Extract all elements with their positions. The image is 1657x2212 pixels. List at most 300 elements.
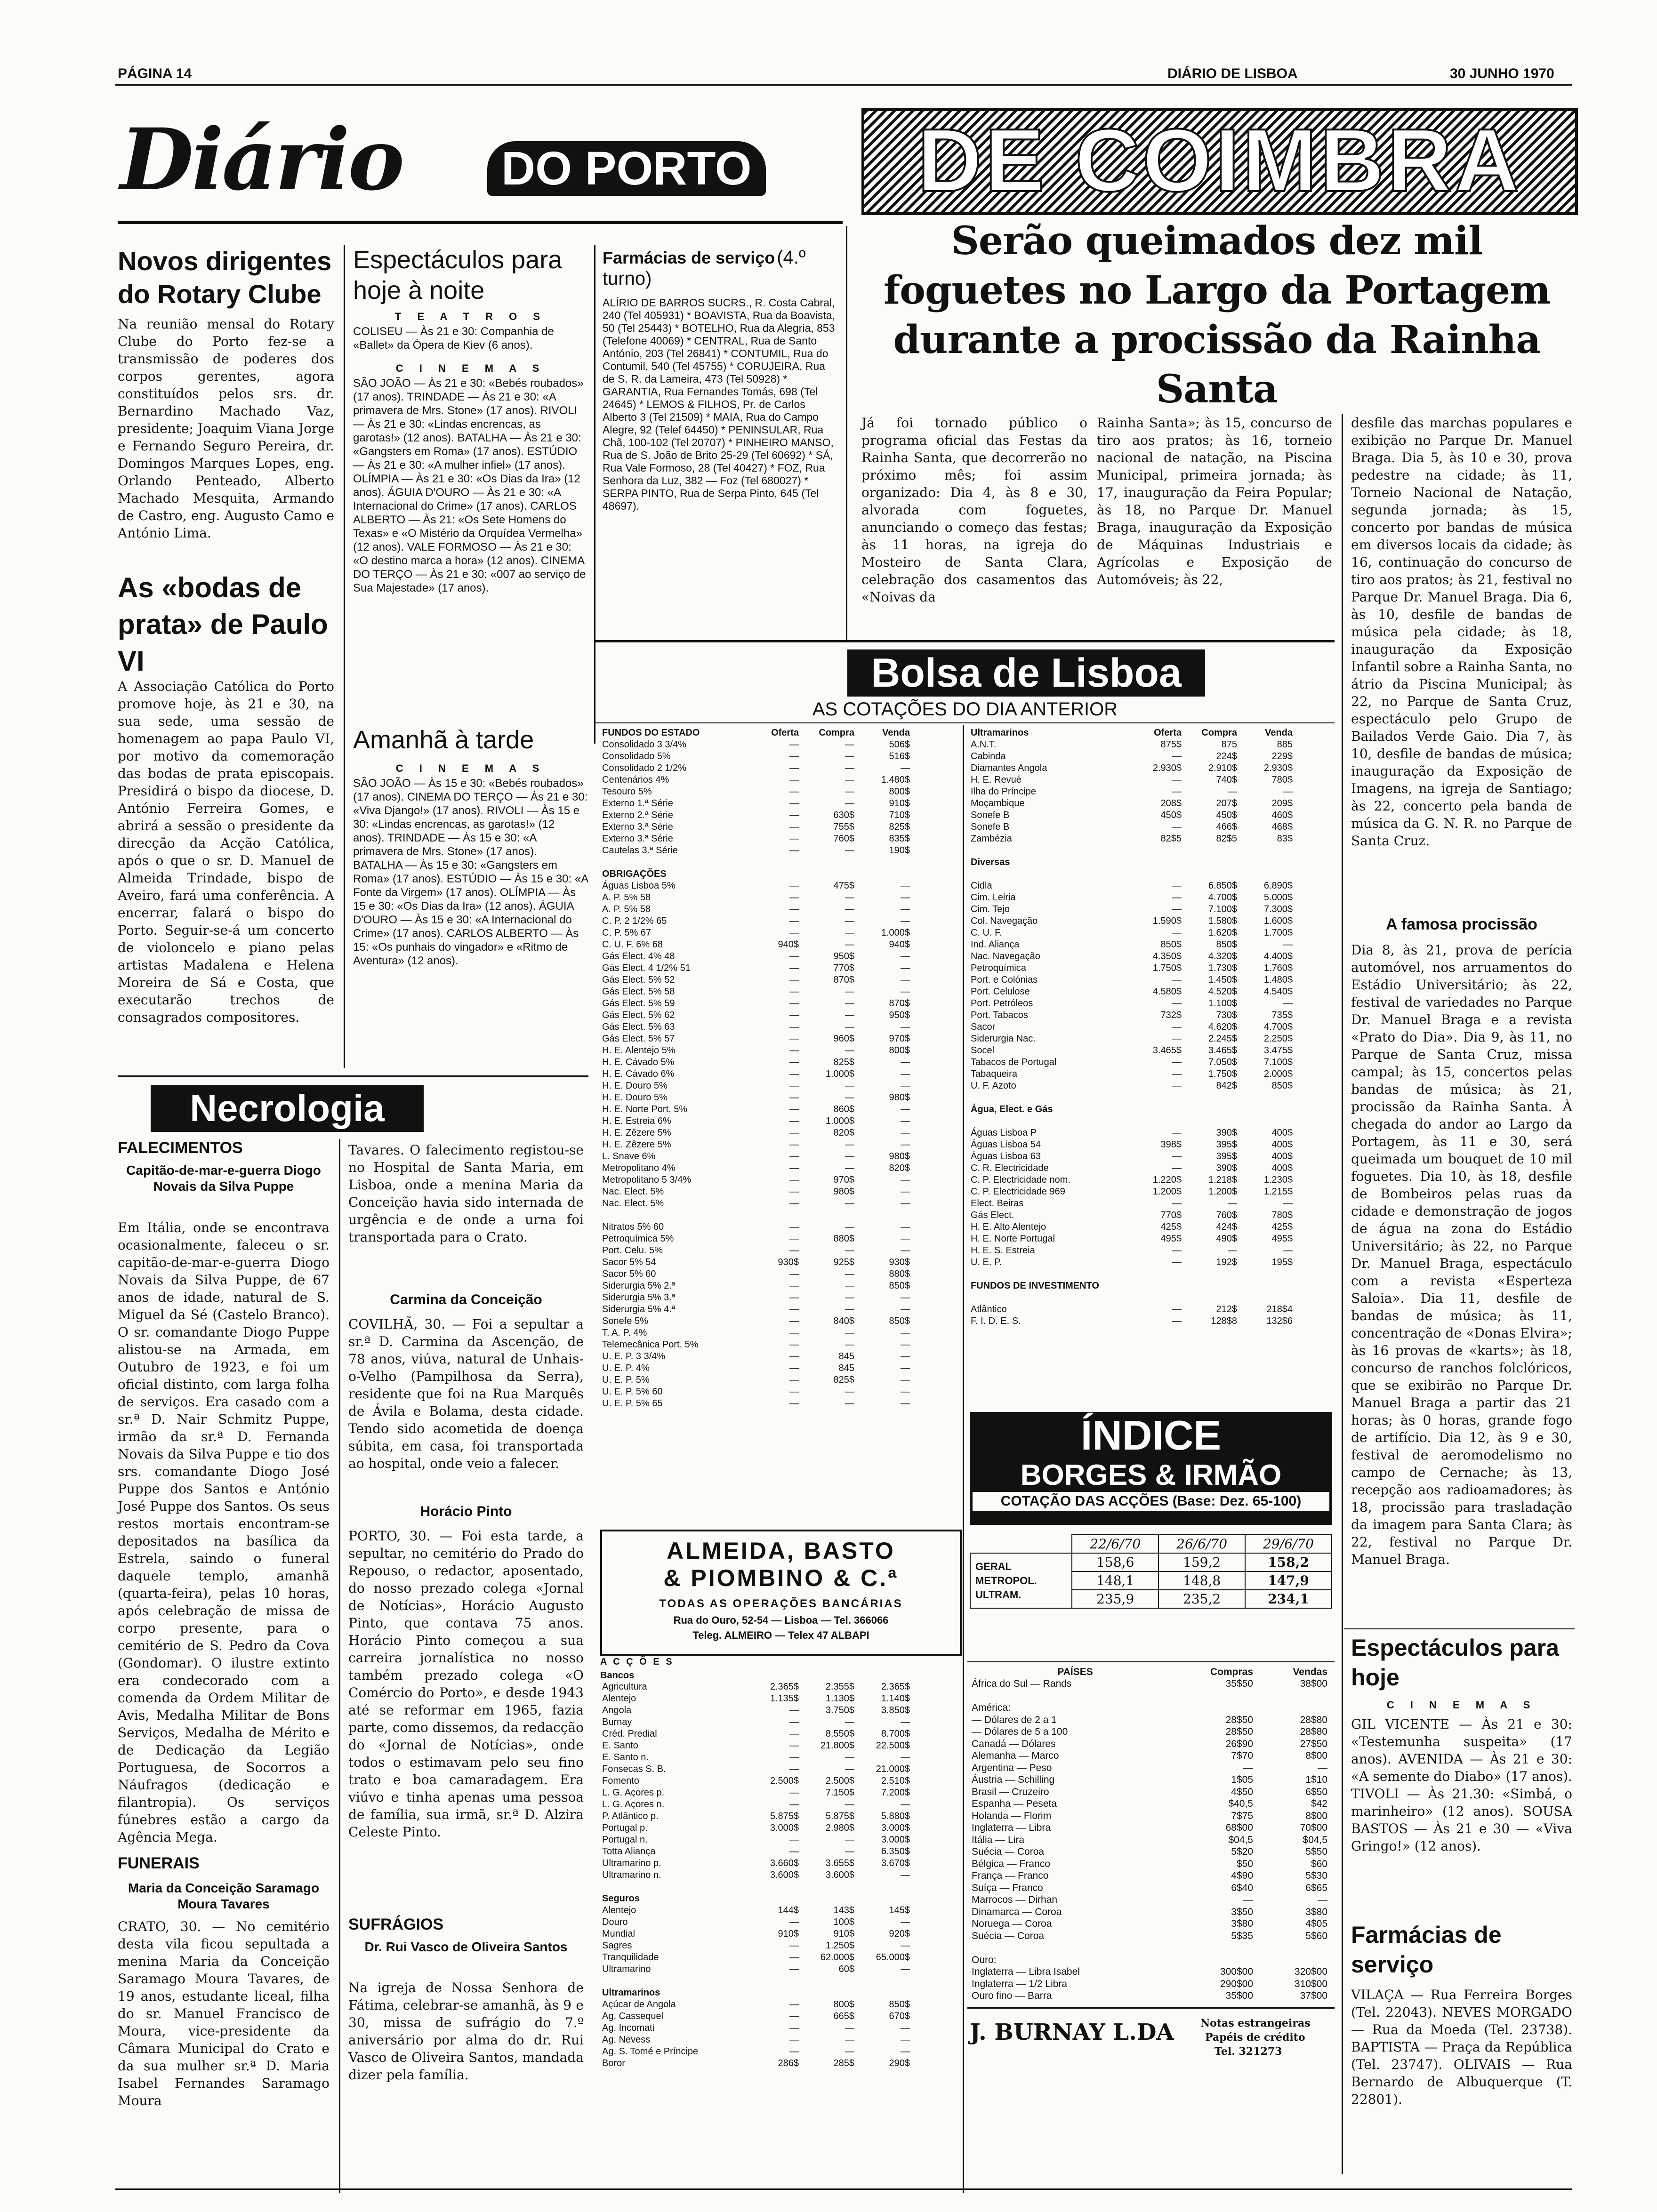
quote-value: 22.500$ bbox=[876, 1740, 910, 1751]
quote-name: Siderurgia 5% 2.ª bbox=[602, 1281, 676, 1291]
ad-almeida-line4: Rua do Ouro, 52-54 — Lisboa — Tel. 366066 bbox=[673, 1614, 889, 1626]
quote-name bbox=[969, 1115, 1128, 1127]
quote-value: 83$ bbox=[1277, 834, 1293, 844]
quote-row bbox=[600, 1999, 912, 2011]
quote-value: — bbox=[789, 763, 799, 773]
col-header-oferta: Oferta bbox=[1154, 728, 1182, 738]
accoes-section bbox=[600, 1657, 958, 2069]
quote-value: — bbox=[901, 1870, 910, 1880]
quote-row bbox=[969, 962, 1295, 974]
quote-name: Diversas bbox=[971, 857, 1010, 867]
quote-value bbox=[1239, 845, 1295, 857]
quote-value: — bbox=[789, 1398, 799, 1409]
quote-value: — bbox=[789, 1328, 799, 1338]
quote-row bbox=[600, 1198, 912, 1210]
quote-value: — bbox=[901, 904, 910, 914]
quote-name: Sacor 5% 60 bbox=[602, 1269, 656, 1279]
quote-row bbox=[600, 1068, 912, 1080]
quote-row bbox=[600, 962, 912, 974]
quote-value: 1.590$ bbox=[1152, 916, 1182, 926]
quote-name: Fomento bbox=[602, 1776, 639, 1786]
quote-value: — bbox=[789, 951, 799, 962]
column-rule bbox=[846, 226, 847, 640]
quote-value: — bbox=[789, 1222, 799, 1232]
cambio-buy bbox=[1181, 1690, 1255, 1702]
quote-value: — bbox=[845, 2046, 854, 2057]
quote-value: 218$4 bbox=[1266, 1304, 1293, 1314]
indice-value: 234,1 bbox=[1245, 1590, 1332, 1608]
quote-value bbox=[1239, 1092, 1295, 1104]
quote-value: — bbox=[901, 1245, 910, 1256]
quote-value bbox=[1183, 845, 1239, 857]
issue-date: 30 JUNHO 1970 bbox=[1450, 66, 1554, 81]
cambio-sell: 4$05 bbox=[1305, 1918, 1327, 1930]
quote-value: — bbox=[789, 1057, 799, 1067]
col-header-oferta: Oferta bbox=[771, 728, 799, 738]
quote-value: — bbox=[789, 892, 799, 903]
quote-value: 195$ bbox=[1271, 1257, 1293, 1267]
quote-row bbox=[600, 1280, 912, 1292]
obit-carmina-title: Carmina da Conceição bbox=[390, 1292, 542, 1307]
quote-value bbox=[745, 1987, 801, 1999]
quote-value: 980$ bbox=[889, 1092, 910, 1103]
quote-value: — bbox=[901, 1717, 910, 1727]
quote-row bbox=[600, 1245, 912, 1257]
quote-value: — bbox=[845, 916, 854, 926]
quote-row bbox=[600, 1905, 912, 1916]
quote-value: — bbox=[845, 1045, 854, 1056]
cambio-sell: 27$50 bbox=[1300, 1738, 1327, 1749]
quote-value: — bbox=[901, 1917, 910, 1927]
quote-value: 1.140$ bbox=[881, 1693, 910, 1704]
quote-name bbox=[600, 1210, 745, 1221]
indice-banner bbox=[970, 1412, 1332, 1525]
quote-row bbox=[969, 915, 1295, 927]
cambio-sell: — bbox=[1318, 1762, 1327, 1773]
quote-name: H. E. Zêzere 5% bbox=[602, 1128, 671, 1138]
quote-value: — bbox=[901, 1022, 910, 1032]
quote-row bbox=[600, 2022, 912, 2034]
quote-value: 4.620$ bbox=[1208, 1022, 1237, 1032]
quote-row bbox=[600, 986, 912, 998]
quote-value: 1.480$ bbox=[881, 775, 910, 785]
quote-value: 3.750$ bbox=[825, 1705, 854, 1715]
porto-masthead-rule bbox=[118, 221, 843, 224]
quote-value: — bbox=[789, 2035, 799, 2045]
cambio-buy: 5$20 bbox=[1231, 1846, 1253, 1858]
quote-value: 424$ bbox=[1216, 1222, 1237, 1232]
bolsa-left-column bbox=[600, 727, 958, 1410]
quote-name: Águas Lisboa 5% bbox=[602, 881, 676, 891]
quote-value: — bbox=[789, 1952, 799, 1963]
quote-value: 82$5 bbox=[1216, 834, 1237, 844]
quote-name: Gás Elect. 5% 62 bbox=[602, 1010, 675, 1020]
bolsa-right-column bbox=[969, 727, 1336, 1327]
cambio-buy: 4$50 bbox=[1231, 1786, 1253, 1797]
quote-row bbox=[600, 1210, 912, 1221]
cambio-sell: 70$00 bbox=[1300, 1822, 1327, 1834]
quote-name: Nac. Navegação bbox=[971, 951, 1040, 962]
quote-value bbox=[745, 1881, 801, 1893]
quote-value: 920$ bbox=[889, 1929, 910, 1939]
quote-value: 850$ bbox=[889, 1281, 910, 1291]
quote-row bbox=[600, 1233, 912, 1245]
bolsa-sub-rule bbox=[595, 722, 1335, 723]
cambio-buy: 300$00 bbox=[1220, 1966, 1253, 1978]
quote-value: — bbox=[789, 786, 799, 797]
quote-value: — bbox=[901, 1387, 910, 1397]
quote-value: — bbox=[845, 739, 854, 750]
quote-value: 780$ bbox=[1271, 1210, 1293, 1220]
ad-almeida-line1: ALMEIDA, BASTO bbox=[667, 1538, 895, 1564]
quote-name: Nitratos 5% 60 bbox=[602, 1222, 664, 1232]
quote-value: — bbox=[901, 2046, 910, 2057]
quote-row bbox=[969, 939, 1295, 951]
quote-row bbox=[600, 1351, 912, 1362]
quote-name: H. E. S. Estreia bbox=[971, 1245, 1035, 1256]
quote-row bbox=[600, 1928, 912, 1940]
cambio-row bbox=[970, 1870, 1329, 1883]
quote-value: — bbox=[789, 928, 799, 938]
quote-value: 1.200$ bbox=[1152, 1186, 1182, 1197]
quote-row bbox=[600, 809, 912, 821]
indice-label-ultram: ULTRAM. bbox=[975, 1588, 1022, 1601]
masthead-coimbra bbox=[861, 108, 1578, 215]
quote-value: 925$ bbox=[833, 1257, 854, 1267]
quote-value: — bbox=[789, 998, 799, 1009]
quote-value: — bbox=[901, 1964, 910, 1974]
indice-date: 26/6/70 bbox=[1158, 1535, 1245, 1553]
quote-name: E. Santo n. bbox=[602, 1752, 649, 1763]
cambio-country: Marrocos — Dirhan bbox=[972, 1894, 1058, 1906]
quote-name: Ind. Aliança bbox=[971, 939, 1020, 950]
quote-row bbox=[969, 1304, 1295, 1315]
quote-value: 4.400$ bbox=[1263, 951, 1293, 962]
quote-value: 82$5 bbox=[1160, 834, 1182, 844]
quote-value bbox=[745, 868, 801, 880]
cambios-section bbox=[970, 1666, 1332, 2002]
quote-row bbox=[600, 1398, 912, 1410]
quote-value: 850$ bbox=[889, 1999, 910, 2010]
quote-value: 3.660$ bbox=[770, 1858, 799, 1868]
quote-value bbox=[856, 1987, 912, 1999]
cambio-row bbox=[970, 1834, 1329, 1846]
quote-row bbox=[600, 951, 912, 962]
quote-value: 1.000$ bbox=[825, 1116, 854, 1126]
quote-row bbox=[600, 857, 912, 868]
quote-name: U. E. P. 5% 65 bbox=[602, 1398, 663, 1409]
cambio-row bbox=[970, 1990, 1329, 2003]
quote-row bbox=[600, 1045, 912, 1057]
quote-value: — bbox=[1172, 1022, 1182, 1032]
quote-name: Gás Elect. 4 1/2% 51 bbox=[602, 963, 691, 973]
quote-name: Gás Elect. bbox=[971, 1210, 1014, 1220]
quote-value: 143$ bbox=[833, 1905, 854, 1915]
quote-value: 800$ bbox=[833, 1999, 854, 2010]
cambio-row bbox=[970, 1894, 1329, 1907]
quote-value: 60$ bbox=[838, 1964, 854, 1974]
quote-row bbox=[600, 798, 912, 809]
quote-value: — bbox=[845, 1022, 854, 1032]
quote-value: — bbox=[789, 916, 799, 926]
cambios-h-paises: PAÍSES bbox=[1057, 1666, 1093, 1677]
quote-value bbox=[1239, 868, 1295, 880]
cambio-country: Suíça — Franco bbox=[972, 1882, 1043, 1893]
quote-row bbox=[600, 1315, 912, 1327]
quote-value bbox=[1183, 1280, 1239, 1292]
quote-value: 850$ bbox=[1271, 1081, 1293, 1091]
quote-value: 212$ bbox=[1216, 1304, 1237, 1314]
quote-value: 740$ bbox=[1216, 775, 1237, 785]
quote-value: — bbox=[845, 763, 854, 773]
quote-value: 390$ bbox=[1216, 1128, 1237, 1138]
quote-name: H. E. Douro 5% bbox=[602, 1081, 668, 1091]
indice-value: 148,8 bbox=[1158, 1571, 1245, 1590]
quote-name: Alentejo bbox=[602, 1905, 636, 1915]
quote-value: — bbox=[845, 1717, 854, 1727]
quote-value: 735$ bbox=[1271, 1010, 1293, 1020]
cambio-sell: 1$10 bbox=[1305, 1774, 1327, 1786]
quote-value: — bbox=[845, 1245, 854, 1256]
quote-row bbox=[969, 762, 1295, 774]
quote-value: — bbox=[845, 1163, 854, 1173]
quote-row bbox=[600, 1268, 912, 1280]
quote-value: 3.600$ bbox=[825, 1870, 854, 1880]
quote-row bbox=[969, 1045, 1295, 1057]
quote-row bbox=[600, 751, 912, 762]
cambio-row bbox=[970, 1738, 1329, 1750]
quote-name: Siderurgia Nac. bbox=[971, 1034, 1036, 1044]
quote-value: — bbox=[901, 1351, 910, 1362]
cambio-buy: 7$70 bbox=[1231, 1750, 1253, 1762]
quote-value: 3.465$ bbox=[1152, 1045, 1182, 1056]
quote-value: — bbox=[901, 1186, 910, 1197]
quote-name: Gás Elect. 5% 59 bbox=[602, 998, 675, 1009]
cambio-row bbox=[970, 1702, 1329, 1715]
quote-value: 62.000$ bbox=[820, 1952, 854, 1963]
indice-value: 147,9 bbox=[1245, 1571, 1332, 1590]
quote-value: 800$ bbox=[889, 1045, 910, 1056]
cambio-buy: $40,5 bbox=[1228, 1798, 1253, 1810]
quote-row bbox=[600, 1740, 912, 1752]
quote-value: 665$ bbox=[833, 2011, 854, 2021]
quote-row bbox=[600, 1705, 912, 1716]
quote-row bbox=[600, 821, 912, 833]
quote-value: — bbox=[789, 1363, 799, 1373]
quote-row bbox=[600, 1846, 912, 1858]
quote-name: Cim. Tejo bbox=[971, 904, 1010, 914]
cambio-buy: 3$80 bbox=[1231, 1918, 1253, 1930]
quote-row bbox=[969, 1010, 1295, 1021]
quote-row bbox=[600, 1916, 912, 1928]
quote-value: — bbox=[901, 1104, 910, 1114]
quote-value: 2.500$ bbox=[825, 1776, 854, 1786]
quote-value: — bbox=[789, 1375, 799, 1385]
quote-name: Sonefe B bbox=[971, 822, 1010, 832]
cambio-sell: 28$80 bbox=[1300, 1726, 1327, 1738]
cambio-row bbox=[970, 1750, 1329, 1763]
quote-value: — bbox=[845, 751, 854, 761]
quote-value: — bbox=[901, 1139, 910, 1150]
quote-name: Angola bbox=[602, 1705, 632, 1715]
cambio-buy: 35$50 bbox=[1225, 1678, 1253, 1690]
quote-name: Siderurgia 5% 4.ª bbox=[602, 1304, 676, 1314]
quote-value: 290$ bbox=[889, 2058, 910, 2068]
cambios-h-compras: Compras bbox=[1210, 1666, 1253, 1677]
funeral-tavares-cont: Tavares. O falecimento registou-se no Hospital de Santa Maria, em Lisboa, onde a menina Maria da Conceição havia sido internada de urgência e de onde a urna foi transportada para o Crato. bbox=[348, 1142, 584, 1245]
quote-value: 2.980$ bbox=[825, 1823, 854, 1833]
quote-name: H. E. Norte Port. 5% bbox=[602, 1104, 688, 1114]
quote-section-row bbox=[969, 857, 1295, 868]
bolsa-banner: Bolsa de Lisboa bbox=[847, 649, 1205, 697]
quote-name: Cidla bbox=[971, 881, 992, 891]
quote-value bbox=[856, 868, 912, 880]
porto-shows-headline: Espectáculos para hoje à noite bbox=[353, 246, 563, 305]
ad-burnay-name: J. BURNAY L.DA bbox=[970, 2019, 1174, 2045]
quote-row bbox=[969, 1257, 1295, 1268]
quote-name: Agricultura bbox=[602, 1682, 647, 1692]
quote-name: Ag. Cassequel bbox=[602, 2011, 664, 2021]
quote-value: 400$ bbox=[1271, 1151, 1293, 1162]
teatros-label: T E A T R O S bbox=[394, 311, 547, 322]
quote-value: — bbox=[901, 1752, 910, 1763]
quote-name: U. F. Azoto bbox=[971, 1081, 1016, 1091]
quote-name: T. A. P. 4% bbox=[602, 1328, 647, 1338]
quote-name: Burnay bbox=[602, 1717, 632, 1727]
quote-value bbox=[1239, 1280, 1295, 1292]
obit-horacio-title: Horácio Pinto bbox=[420, 1504, 512, 1519]
coimbra-shows-rule bbox=[1344, 1628, 1575, 1629]
quote-value: 1.700$ bbox=[1263, 928, 1293, 938]
quote-value: 400$ bbox=[1271, 1163, 1293, 1173]
quote-row bbox=[600, 1858, 912, 1869]
quote-value: — bbox=[1283, 1198, 1293, 1209]
quote-name: C. R. Electricidade bbox=[971, 1163, 1049, 1173]
cambio-row bbox=[970, 1954, 1329, 1966]
quote-value: 425$ bbox=[1271, 1222, 1293, 1232]
quote-value: — bbox=[1172, 1034, 1182, 1044]
quote-value bbox=[1239, 857, 1295, 868]
column-rule bbox=[1342, 414, 1343, 2174]
quote-row bbox=[600, 1869, 912, 1881]
quote-value: 940$ bbox=[889, 939, 910, 950]
bolsa-subtitle: AS COTAÇÕES DO DIA ANTERIOR bbox=[812, 699, 1118, 720]
quote-value: 2.000$ bbox=[1263, 1069, 1293, 1079]
quote-row bbox=[600, 833, 912, 845]
quote-value: 870$ bbox=[889, 998, 910, 1009]
quote-row bbox=[969, 868, 1295, 880]
quote-row bbox=[600, 762, 912, 774]
procissao-headline: A famosa procissão bbox=[1386, 915, 1537, 933]
cambio-country: Inglaterra — Libra Isabel bbox=[972, 1966, 1080, 1978]
quote-value: — bbox=[845, 845, 854, 856]
quote-name: Ultramarino n. bbox=[602, 1870, 661, 1880]
quote-name: P. Atlântico p. bbox=[602, 1811, 659, 1821]
quote-value: — bbox=[789, 1940, 799, 1951]
quote-name: Tesouro 5% bbox=[602, 786, 652, 797]
quote-value: — bbox=[1172, 1057, 1182, 1067]
quote-value: — bbox=[845, 1752, 854, 1763]
indice-table-wrap bbox=[970, 1534, 1332, 1609]
quote-name: Ag. Nevess bbox=[602, 2035, 651, 2045]
quote-name: Telemecânica Port. 5% bbox=[602, 1339, 699, 1350]
quote-name: Fonsecas S. B. bbox=[602, 1764, 666, 1774]
cambio-sell: 320$00 bbox=[1294, 1966, 1327, 1978]
quote-value: 910$ bbox=[833, 1929, 854, 1939]
cambio-sell: 5$30 bbox=[1305, 1870, 1327, 1882]
quote-value: 285$ bbox=[833, 2058, 854, 2068]
cambio-sell bbox=[1255, 1942, 1329, 1955]
quote-value: 3.600$ bbox=[770, 1870, 799, 1880]
quote-name: Totta Aliança bbox=[602, 1846, 656, 1857]
quote-value bbox=[1239, 1268, 1295, 1280]
quote-value: — bbox=[789, 1010, 799, 1020]
quote-value: 910$ bbox=[889, 798, 910, 809]
quote-row bbox=[600, 915, 912, 927]
quote-name: Ultramarino bbox=[602, 1964, 651, 1974]
quote-value: — bbox=[845, 1846, 854, 1857]
quote-row bbox=[600, 939, 912, 951]
bolsa-left-header bbox=[600, 727, 912, 739]
quote-name: Zambézia bbox=[971, 834, 1012, 844]
quote-value bbox=[856, 1881, 912, 1893]
quote-value: — bbox=[1172, 892, 1182, 903]
quote-value: — bbox=[789, 1752, 799, 1763]
obit-puppe-title: Capitão-de-mar-e-guerra Diogo Novais da Silva Puppe bbox=[126, 1163, 321, 1194]
quote-value: — bbox=[789, 963, 799, 973]
quote-value bbox=[1128, 1268, 1183, 1280]
quote-name: A.N.T. bbox=[971, 739, 997, 750]
column-rule bbox=[339, 1139, 340, 2193]
quote-name: H. E. Alto Alentejo bbox=[971, 1222, 1046, 1232]
quote-value: 1.600$ bbox=[1263, 916, 1293, 926]
quote-value: — bbox=[789, 1281, 799, 1291]
quote-value: 980$ bbox=[889, 1151, 910, 1162]
sufragios-label: SUFRÁGIOS bbox=[348, 1915, 444, 1933]
quote-name: Nac. Elect. 5% bbox=[602, 1186, 664, 1197]
quote-name: Ag. Incomati bbox=[602, 2023, 655, 2033]
quote-name: U. E. P. 5% 60 bbox=[602, 1387, 663, 1397]
quote-value: — bbox=[901, 916, 910, 926]
quote-section-row bbox=[600, 1893, 912, 1905]
quote-value: — bbox=[845, 1010, 854, 1020]
quote-value: — bbox=[901, 1363, 910, 1373]
cambio-country: América: bbox=[972, 1702, 1011, 1714]
quote-row bbox=[600, 786, 912, 798]
ad-almeida-basto bbox=[600, 1530, 962, 1656]
quote-value bbox=[1128, 868, 1183, 880]
quote-row bbox=[969, 1139, 1295, 1151]
quote-value: — bbox=[789, 775, 799, 785]
quote-value: — bbox=[789, 822, 799, 832]
quote-name: H. E. Zêzere 5% bbox=[602, 1139, 671, 1150]
cambio-sell: $42 bbox=[1311, 1798, 1327, 1810]
quote-name: Port. Tabacos bbox=[971, 1010, 1028, 1020]
amanha-headline: Amanhã à tarde bbox=[353, 726, 534, 754]
quote-value: 1.250$ bbox=[825, 1940, 854, 1951]
cambio-row bbox=[970, 1858, 1329, 1870]
col-header-venda: Venda bbox=[882, 728, 910, 738]
quote-value: 6.350$ bbox=[881, 1846, 910, 1857]
quote-value: 950$ bbox=[889, 1010, 910, 1020]
quote-row bbox=[600, 1115, 912, 1127]
quote-value: 630$ bbox=[833, 810, 854, 820]
quote-value bbox=[1239, 1115, 1295, 1127]
quote-row bbox=[969, 1174, 1295, 1186]
cambio-row bbox=[970, 1882, 1329, 1894]
quote-value: 450$ bbox=[1216, 810, 1237, 820]
quote-name: Externo 2.ª Série bbox=[602, 810, 673, 820]
